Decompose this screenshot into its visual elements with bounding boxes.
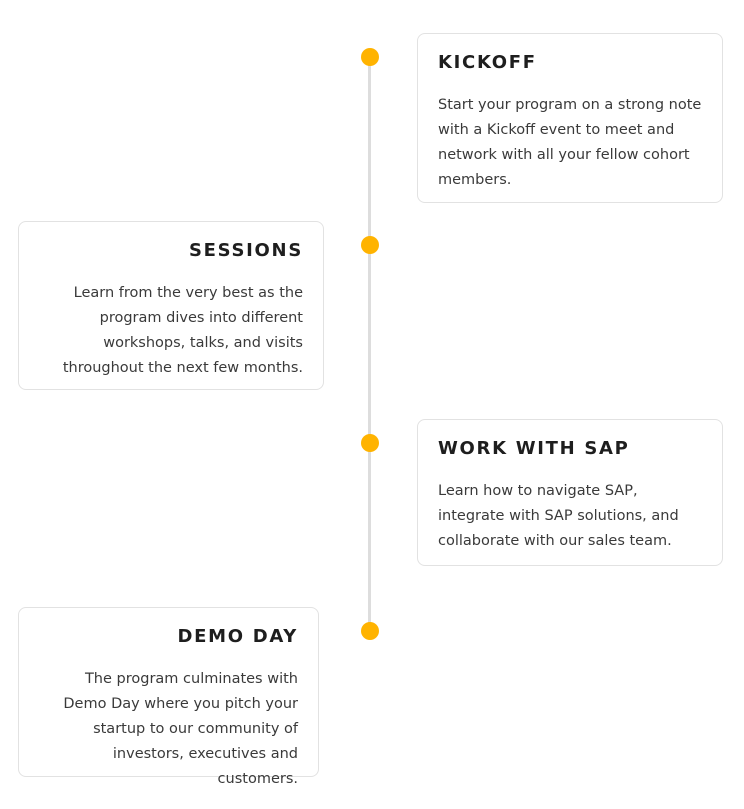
card-title: KICKOFF: [438, 52, 537, 73]
card-description: Start your program on a strong note with a Kickoff event to meet and network with all your fellow cohort members.: [438, 97, 702, 188]
timeline-dot-work-with-sap: [361, 434, 379, 452]
card-title: WORK WITH SAP: [438, 438, 630, 459]
timeline-dot-kickoff: [361, 48, 379, 66]
timeline-card-work-with-sap: [417, 419, 723, 566]
card-description: Learn how to navigate SAP, integrate with SAP solutions, and collaborate with our sales team.: [438, 483, 679, 549]
timeline-line: [368, 56, 371, 632]
card-title: SESSIONS: [188, 240, 303, 261]
card-title: DEMO DAY: [177, 626, 298, 647]
timeline-dot-sessions: [361, 236, 379, 254]
card-description: Learn from the very best as the program dives into different workshops, talks, and visits throughout the next few months.: [62, 285, 303, 376]
timeline-card-sessions: [18, 221, 324, 390]
timeline-card-demo-day: [18, 607, 319, 787]
timeline-dot-demo-day: [361, 622, 379, 640]
card-description: The program culminates with Demo Day where you pitch your startup to our community of investors, executives and customers.: [63, 671, 298, 787]
timeline-card-kickoff: [417, 33, 723, 203]
